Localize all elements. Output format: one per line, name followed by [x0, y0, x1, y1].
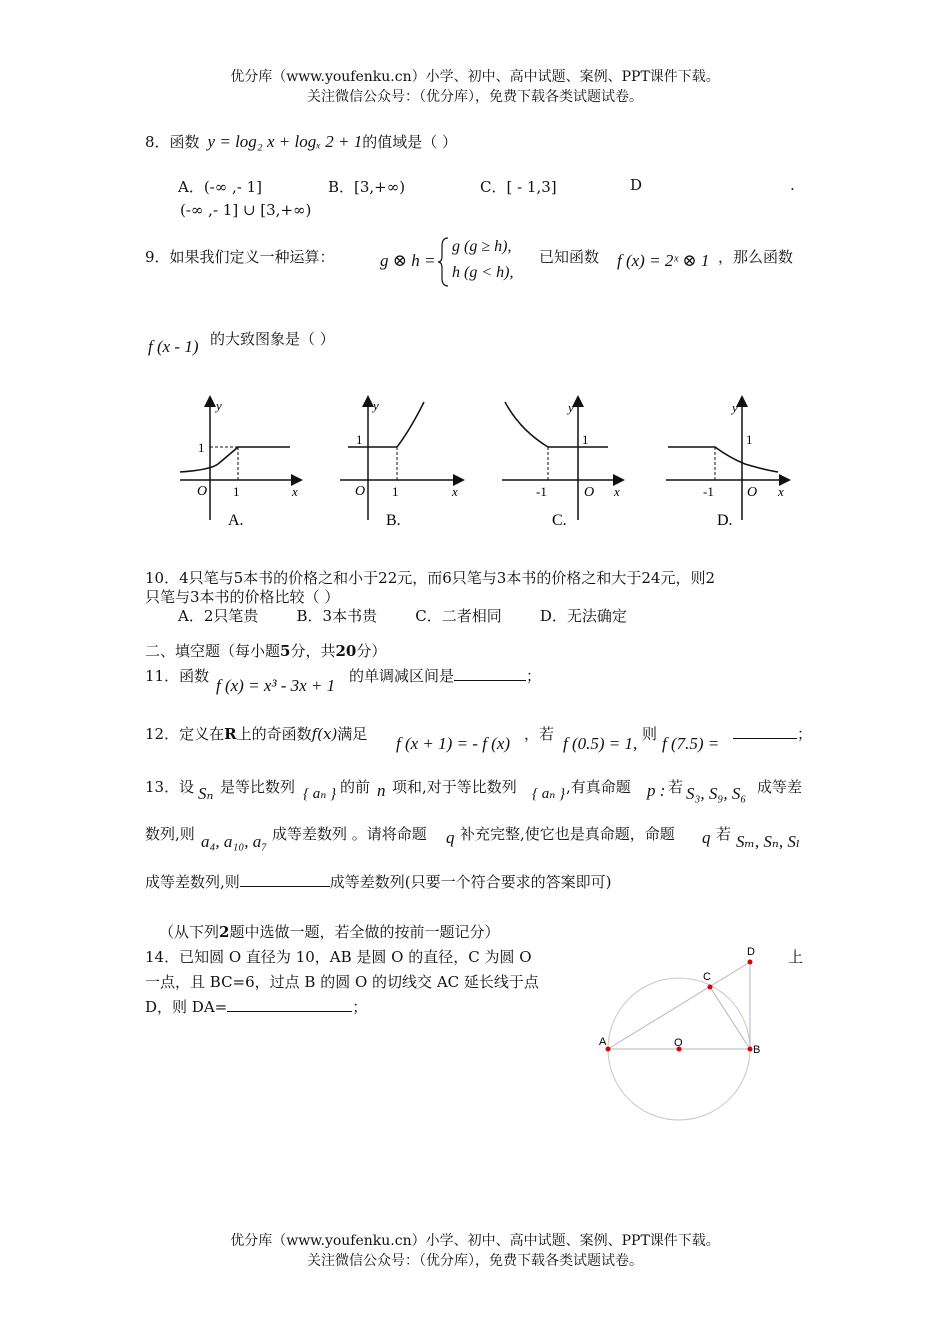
q13-an-2: { aₙ }	[532, 786, 566, 802]
q13-q-2: q	[702, 828, 711, 847]
q10-line-1: 10．4只笔与5本书的价格之和小于22元，而6只笔与3本书的价格之和大于24元，则2	[145, 569, 715, 587]
q13-s-terms: S₃, S₉, S₆	[686, 784, 747, 803]
q13-l2-t1: 数列,则	[145, 825, 195, 843]
q9-op-lhs: g ⊗ h =	[380, 251, 436, 270]
label-a: A	[599, 1036, 607, 1048]
q14-answer-blank[interactable]	[227, 997, 352, 1012]
q9-case-1: g (g ≥ h),	[452, 238, 512, 255]
q13-t3: 项和,对于等比数列	[392, 778, 517, 796]
q13-a-terms: a₄, a₁₀, a₇	[201, 832, 268, 851]
graph-d-x-label: x	[778, 484, 784, 499]
q13-line-3: 成等差数列,则 成等差数列(只要一个符合要求的答案即可)	[145, 873, 612, 891]
q12-formula-3: f (7.5) =	[662, 734, 720, 753]
q14-line-2: 一点，且 BC=6，过点 B 的圆 O 的切线交 AC 延长线于点	[145, 973, 539, 991]
graph-c-x-tick: -1	[536, 484, 547, 499]
q13-q: q	[446, 828, 455, 847]
q13-prefix: 13．设	[145, 778, 195, 796]
graph-c-origin: O	[584, 485, 595, 500]
q14-figure	[590, 935, 790, 1135]
label-o: O	[674, 1037, 683, 1049]
q14-line-1: 14．已知圆 O 直径为 10，AB 是圆 O 的直径，C 为圆 O	[145, 948, 532, 966]
graph-a-origin: O	[197, 484, 208, 499]
graph-b-y-tick: 1	[356, 432, 363, 447]
graph-a-y-label: y	[216, 398, 222, 413]
point-b	[748, 1047, 753, 1052]
q13-s-terms-2: Sₘ, Sₙ, Sₗ	[736, 832, 800, 851]
choose-note: （从下列2题中选做一题，若全做的按前一题记分）	[159, 923, 500, 941]
graph-a-caption: A.	[228, 512, 244, 529]
q13-t2: 的前	[340, 778, 371, 796]
q8-formula: y = log₂ x + logₓ 2 + 1	[207, 132, 363, 151]
graph-d	[666, 398, 788, 529]
q9-graphs	[170, 390, 820, 535]
q13-sn: Sₙ	[198, 784, 214, 803]
q12-prefix: 12．定义在R上的奇函数f(x)满足	[145, 725, 368, 743]
footer-line-1: 优分库（www.youfenku.cn）小学、初中、高中试题、案例、PPT课件下载。	[230, 1233, 720, 1249]
q9-suffix: ，那么函数	[718, 248, 794, 266]
q13-l2-t3: 补充完整,使它也是真命题，命题	[460, 825, 675, 843]
q13-t5: 若	[668, 778, 684, 796]
q13-t1: 是等比数列	[220, 778, 296, 796]
q12-comma: ，若	[524, 725, 555, 743]
point-d	[748, 960, 753, 965]
q10-options: A．2只笔贵 B．3本书贵 C．二者相同 D．无法确定	[178, 607, 627, 625]
line-ad	[608, 962, 750, 1049]
graph-d-origin: O	[747, 485, 758, 500]
q13-p: p :	[647, 781, 666, 800]
graph-c-y-label: y	[568, 400, 574, 415]
graph-b-x-label: x	[452, 484, 458, 499]
graph-d-y-label: y	[732, 400, 738, 415]
label-c: C	[703, 971, 711, 983]
point-c	[708, 985, 713, 990]
line-bc	[710, 987, 750, 1049]
q8-option-d-value: (-∞ ,- 1] ∪ [3,+∞)	[180, 201, 312, 219]
graph-c-caption: C.	[552, 512, 567, 529]
graph-c-y-tick: 1	[582, 432, 589, 447]
q14-line-1-end: 上	[788, 948, 804, 966]
header-line-1: 优分库（www.youfenku.cn）小学、初中、高中试题、案例、PPT课件下载。	[230, 69, 720, 85]
q8-option-b: B．[3,+∞)	[328, 178, 406, 196]
q13-n: n	[377, 781, 386, 800]
q12-answer-blank[interactable]	[733, 724, 797, 739]
graph-b	[340, 398, 462, 529]
q9-prefix: 9．如果我们定义一种运算：	[145, 248, 335, 266]
graph-c	[502, 398, 622, 529]
q12-formula-2: f (0.5) = 1,	[563, 734, 638, 753]
q11-formula: f (x) = x³ - 3x + 1	[216, 676, 336, 695]
graph-c-x-label: x	[614, 484, 620, 499]
footer-line-2: 关注微信公众号：（优分库），免费下载各类试题试卷。	[307, 1253, 643, 1269]
q8-stem: 8．函数 y = log₂ x + logₓ 2 + 1的值域是（ ）	[145, 132, 458, 151]
graph-b-x-tick: 1	[392, 484, 399, 499]
header-line-2: 关注微信公众号：（优分库），免费下载各类试题试卷。	[307, 89, 643, 105]
graph-a-x-tick: 1	[233, 484, 240, 499]
q10-line-2: 只笔与3本书的价格比较（ ）	[145, 588, 340, 606]
q13-t6: 成等差	[757, 778, 803, 796]
q9-line2-suffix: 的大致图象是（ ）	[210, 330, 335, 348]
q12-then: 则	[642, 725, 658, 743]
q13-l2-t2: 成等差数列 。请将命题	[272, 825, 427, 843]
q13-an: { aₙ }	[303, 786, 337, 802]
q11-suffix: 的单调减区间是 ；	[349, 667, 542, 685]
q8-option-a: A．(-∞ ,- 1]	[178, 178, 263, 196]
q9-brace	[436, 236, 450, 288]
q13-l2-t4: 若	[716, 825, 732, 843]
graph-a	[180, 398, 300, 529]
graph-a-x-label: x	[292, 484, 298, 499]
q11-prefix: 11．函数	[145, 667, 210, 685]
q8-option-d-dot: .	[790, 176, 795, 194]
graph-b-origin: O	[355, 484, 366, 499]
graph-b-caption: B.	[386, 512, 401, 529]
section-2-title: 二、填空题（每小题5分，共20分）	[145, 642, 387, 660]
q9-case-2: h (g < h),	[452, 264, 514, 281]
q11-answer-blank[interactable]	[454, 666, 526, 681]
graph-d-caption: D.	[717, 512, 733, 529]
graph-d-x-tick: -1	[703, 484, 714, 499]
graph-d-y-tick: 1	[746, 432, 753, 447]
q8-option-c: C．[ - 1,3]	[480, 178, 557, 196]
q13-t4: ,有真命题	[566, 778, 631, 796]
q12-answer: ；	[733, 723, 812, 744]
q9-mid: 已知函数	[539, 248, 600, 266]
label-b: B	[753, 1044, 761, 1056]
graph-b-y-label: y	[373, 398, 379, 413]
q9-func: f (x) = 2ˣ ⊗ 1	[617, 251, 710, 270]
q9-line2-func: f (x - 1)	[148, 337, 199, 356]
q14-line-3: D，则 DA= ；	[145, 998, 368, 1016]
q8-option-d-label: D	[630, 176, 643, 194]
q12-formula-1: f (x + 1) = - f (x)	[396, 734, 511, 753]
q13-answer-blank[interactable]	[240, 872, 330, 887]
graph-a-y-tick: 1	[198, 440, 205, 455]
label-d: D	[747, 946, 755, 958]
